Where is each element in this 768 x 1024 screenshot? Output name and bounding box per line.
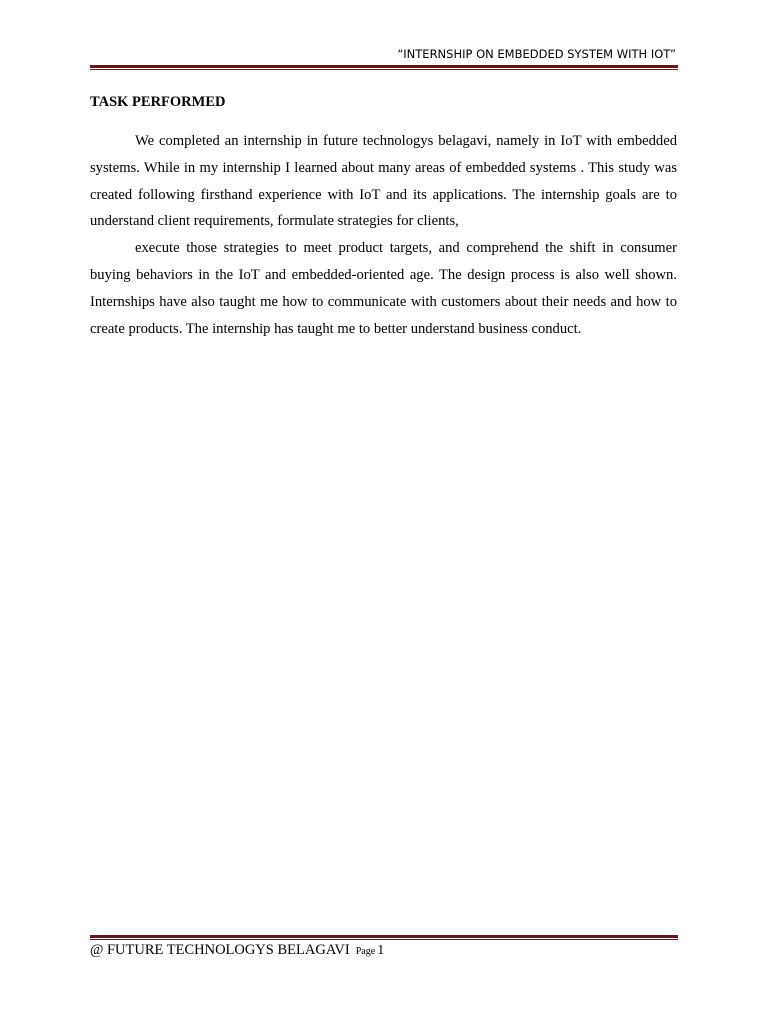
page-footer: [90, 942, 384, 959]
section-heading: TASK PERFORMED: [90, 94, 226, 110]
footer-page-label: Page: [355, 946, 376, 957]
section-body: [90, 128, 677, 342]
running-header-title: “INTERNSHIP ON EMBEDDED SYSTEM WITH IOT”: [397, 47, 676, 61]
footer-page-number: 1: [377, 943, 385, 958]
header-rule: [90, 65, 678, 70]
body-paragraph-1: We completed an internship in future technologys belagavi, namely in IoT with embedded systems. While in my internship I learned about many areas of embedded systems . This study was created following firsthand experience with IoT and its applications. The internship goals are to understand client requirements, formulate strategies for clients,: [90, 133, 677, 230]
body-paragraph-2: execute those strategies to meet product targets, and comprehend the shift in consumer buying behaviors in the IoT and embedded-oriented age. The design process is also well shown. Internships have also taught me how to communicate with customers about their needs and how to create products. The internship has taught me to better understand business conduct.: [90, 240, 677, 337]
footer-rule: [90, 935, 678, 940]
footer-organization: @ FUTURE TECHNOLOGYS BELAGAVI: [90, 942, 350, 958]
